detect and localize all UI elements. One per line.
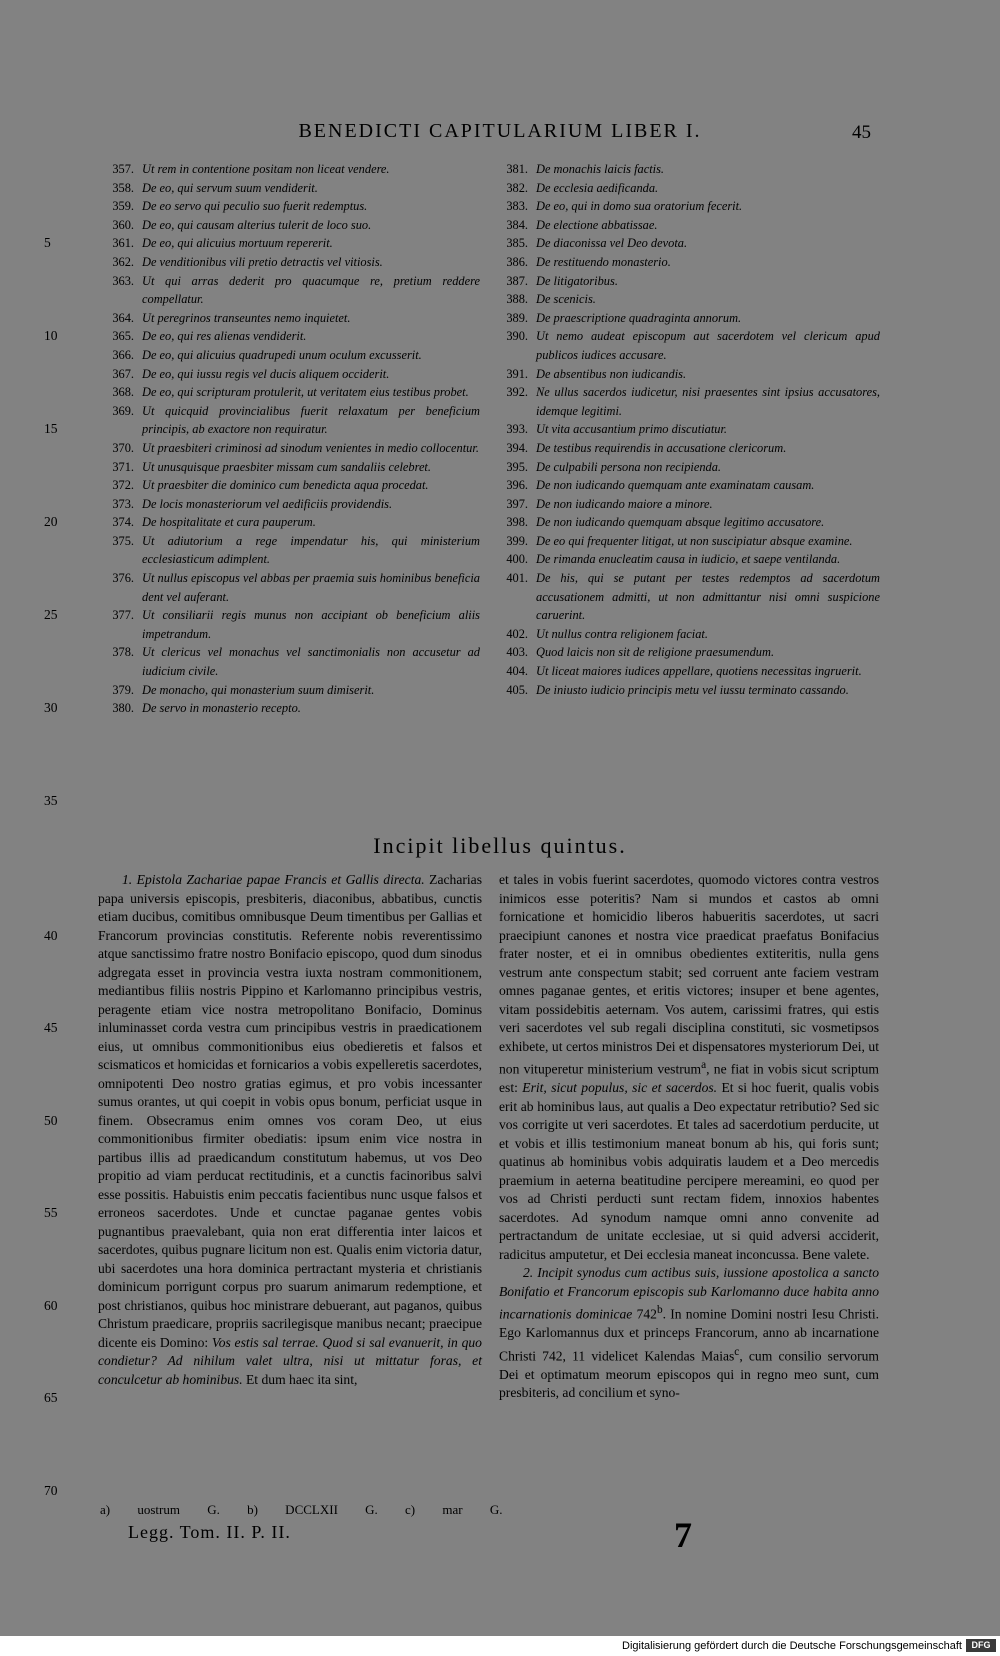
toc-entry — [492, 625, 880, 644]
toc-entry — [98, 495, 480, 514]
section-heading: Incipit libellus quintus. — [373, 833, 627, 858]
toc-entry — [492, 216, 880, 235]
toc-entry — [98, 179, 480, 198]
toc-entry — [98, 197, 480, 216]
toc-entry-title: Ut peregrinos transeuntes nemo inquietet. — [142, 310, 351, 325]
chapter-1-tail: Et dum haec ita sint, — [242, 1371, 358, 1387]
toc-entry-title: Ut liceat maiores iudices appellare, quotiens necessitas ingruerit. — [536, 664, 862, 679]
digitization-credit: Digitalisierung gefördert durch die Deutsche Forschungsgemeinschaft — [622, 1640, 962, 1652]
toc-entry-title: De scenicis. — [536, 292, 596, 307]
toc-entry-number: 389. — [506, 310, 528, 325]
toc-entry — [492, 495, 880, 514]
toc-entry-number: 364. — [112, 310, 134, 325]
toc-entry-number: 398. — [506, 515, 528, 530]
toc-entry — [492, 272, 880, 291]
toc-entry-number: 367. — [112, 366, 134, 381]
toc-entry — [492, 290, 880, 309]
chapter-1-continuation — [499, 871, 879, 1264]
toc-entry — [492, 569, 880, 625]
toc-entry-number: 383. — [506, 199, 528, 214]
toc-entry-title: De testibus requirendis in accusatione clericorum. — [536, 440, 787, 455]
toc-entry — [492, 476, 880, 495]
toc-entry — [98, 699, 480, 718]
toc-entry — [98, 365, 480, 384]
margin-line-number: 30 — [44, 700, 58, 716]
toc-entry-number: 377. — [112, 608, 134, 623]
toc-entry-title: De eo servo qui peculio suo fuerit redemptus. — [142, 199, 368, 214]
chapter-1-text: Zacharias papa universis episcopis, presbiteris, diaconibus, abbatibus, cunctis etiam ducibus, comitibus omnibusque Deum timentibus per Gallias et Francorum provincias constitutis. Referente nobis reverentissimo atque sanctissimo fratre nostro Bonifacio episcopo, quod dum sinodus adgregata esset in provincia vestra iuxta nostram commonitionem, mediantibus filiis nostris Pippino et Karlomanno principibus vestris, peragente etiam vice nostra metropolitano Bonifacio, Dominus inluminasset corda vestra cum principibus vestris in praedicationem eius, ut omnibus commonitionibus eius obedieretis et falsos et scismaticos et homicidas et fornicarios a vobis expelleretis sacerdotes, omnipotenti Deo nostro gratias egimus, et pro vobis incessanter sumus orantes, ut qui coepit in vobis opus bonum, perficiat usque in finem. Obsecramus enim omnes vos coram Deo, ut eius commonitionibus firmiter obediatis: ipsum enim vice nostra in partibus illis ad praedicandum constitutum habemus, ut vos Deo propitio ad viam perducat rectitudinis, et a cunctis facinoribus salvi esse possitis. Habuistis enim peccatis facientibus nunc usque falsos et erroneos sacerdotes. Unde et cunctae paganae gentes vobis pugnantibus praevalebant, quia non erat differentia inter laicos et sacerdotes, quibus pugnare licitum non est. Qualis enim victoria datur, ubi sacerdotes una hora dominica pertractant mysteria et christianis dominicum porrigunt corpus pro suarum animarum redemptione, et post christianos, quibus hoc ministrare debuerant, aut paganos, quibus Christum praedicare, propriis sacrilegisque manibus necant; praecipue dicente eis Domino: — [98, 872, 482, 1350]
toc-entry — [98, 569, 480, 606]
margin-line-number: 10 — [44, 328, 58, 344]
toc-entry-number: 404. — [506, 664, 528, 679]
toc-entry-title: De eo, qui scripturam protulerit, ut veritatem eius testibus probet. — [142, 385, 469, 400]
toc-entry-title: Ut unusquisque praesbiter missam cum sandaliis celebret. — [142, 459, 431, 474]
toc-entry-title: De locis monasteriorum vel aedificiis providendis. — [142, 496, 393, 511]
toc-entry-number: 394. — [506, 440, 528, 455]
toc-entry-title: Ut consiliarii regis munus non accipiant ob beneficium aliis impetrandum. — [142, 608, 480, 641]
signature-line: Legg. Tom. II. P. II. — [128, 1522, 291, 1542]
toc-entry — [98, 272, 480, 309]
toc-entry-number: 397. — [506, 496, 528, 511]
toc-entry — [492, 532, 880, 551]
toc-entry — [492, 458, 880, 477]
toc-entry-title: De non iudicando maiore a minore. — [536, 496, 713, 511]
toc-entry-number: 400. — [506, 552, 528, 567]
toc-entry — [98, 476, 480, 495]
toc-entry-title: De eo, qui servum suum vendiderit. — [142, 180, 318, 195]
toc-entry-title: De praescriptione quadraginta annorum. — [536, 310, 742, 325]
toc-entry-number: 371. — [112, 459, 134, 474]
toc-entry-number: 387. — [506, 273, 528, 288]
toc-entry-title: De eo qui frequenter litigat, ut non suscipiatur absque examine. — [536, 533, 853, 548]
toc-entry — [492, 383, 880, 420]
toc-entry-number: 393. — [506, 422, 528, 437]
toc-entry-title: De hospitalitate et cura pauperum. — [142, 515, 316, 530]
page-number: 45 — [852, 122, 871, 143]
toc-entry-number: 378. — [112, 645, 134, 660]
toc-entry-number: 365. — [112, 329, 134, 344]
footnote-ref-c: c — [734, 1345, 740, 1358]
toc-entry — [492, 365, 880, 384]
toc-entry — [98, 439, 480, 458]
chapter-1-cont-text3: Et si hoc fuerit, qualis vobis erit ab hominibus laus, aut qualis a Deo expectatur retributio? Sed sic vos corrigite ut veri sacerdotes. Et tales ad sacerdotium perducite, ut et vobis et illis testimonium maneat bonum ab his, qui foris sunt; quatinus ab hominibus vobis adquiratis laudem et a Deo mercedis praemium in aeterna beatitudine percipere mereamini, eo quod per vos ad Christi perducti sunt rectam fidem, innoxios habentes sacerdotes. Ad synodum namque omni anno convenite ad pertractandum de unitate ecclesiae, ut si quid adversi acciderit, radicitus amputetur, et Dei ecclesia maneat inconcussa. Bene valete. — [499, 1080, 880, 1262]
toc-entry — [98, 309, 480, 328]
toc-entry — [492, 513, 880, 532]
margin-line-number: 55 — [44, 1205, 58, 1220]
running-head: BENEDICTI CAPITULARIUM LIBER I. — [298, 120, 702, 142]
chapter-1-heading: 1. Epistola Zachariae papae Francis et Gallis directa. — [122, 872, 425, 887]
toc-entry-title: De litigatoribus. — [536, 273, 618, 288]
margin-line-number: 65 — [44, 1390, 58, 1405]
toc-entry — [492, 662, 880, 681]
toc-entry — [492, 439, 880, 458]
toc-entry-number: 370. — [112, 440, 134, 455]
toc-entry-number: 399. — [506, 533, 528, 548]
toc-entry-number: 360. — [112, 217, 134, 232]
toc-entry-number: 395. — [506, 459, 528, 474]
toc-entry-title: Ut qui arras dederit pro quacumque re, pretium reddere compellatur. — [142, 273, 480, 307]
toc-entry-number: 363. — [112, 273, 134, 288]
toc-entry-number: 368. — [112, 385, 134, 400]
margin-line-number: 70 — [44, 1482, 58, 1498]
chapter-2-text2: , cum consilio servorum Dei et optimatum meorum episcopos qui in regno meo sunt, cum presbiteris, ad concilium et syno- — [499, 1348, 879, 1401]
toc-entry-title: Ut nemo audeat episcopum aut sacerdotem vel clericum apud publicos iudices accusare. — [536, 329, 880, 362]
margin-line-number: 40 — [44, 927, 58, 943]
toc-entry — [492, 253, 880, 272]
chapter-2-paragraph — [499, 1264, 879, 1403]
sheet-mark: 7 — [674, 1515, 692, 1555]
toc-entry-title: De monachis laicis factis. — [536, 162, 665, 176]
toc-entry-title: De eo, qui iussu regis vel ducis aliquem occiderit. — [142, 366, 390, 381]
toc-entry-number: 358. — [112, 180, 134, 195]
toc-entry — [98, 234, 480, 253]
toc-entry — [492, 197, 880, 216]
chapter-1-cont-quote: Erit, sicut populus, sic et sacerdos. — [522, 1080, 718, 1096]
chapter-1-paragraph — [98, 871, 482, 1389]
toc-entry — [98, 513, 480, 532]
toc-entry-number: 405. — [506, 682, 528, 697]
toc-entry-title: Ut praesbiter die dominico cum benedicta aqua procedat. — [142, 478, 429, 493]
chapter-1-cont-text: et tales in vobis fuerint sacerdotes, quomodo victores contra vestros inimicos esse poteritis? Nam si mundos et castos ab omni fornicatione et homicidio liberos habueritis sacerdotes, ut sacri praecipiunt canones et nostra vice praedicat praefatus Bonifacius frater noster, et ei in omnibus obedientes extiteritis, nulla gens vestrum ante conspectum stabit; sed corruent ante faciem vestram omnes paganae gentes, et eritis victores; insuper et bene agentes, vitam possidebitis aeternam. Vos autem, carissimi fratres, qui estis veri sacerdotes vel sub regali disciplina constituti, sic vosmetipsos exhibete, ut certos ministros Dei et dispensatores mysteriorum Dei, ut non vituperetur ministerium vestrum — [499, 872, 879, 1077]
toc-entry-title: De electione abbatissae. — [536, 217, 658, 232]
toc-entry-number: 379. — [112, 682, 134, 697]
toc-entry-number: 396. — [506, 478, 528, 493]
chapter-1-quote: Vos estis sal terrae. Quod si sal evanuerit, in quo condietur? Ad nihilum valet ultra, nisi ut mittatur foras, et conculcetur ab hominibus. — [98, 1334, 482, 1387]
toc-entry-title: De absentibus non iudicandis. — [536, 366, 687, 381]
toc-entry-title: Ut rem in contentione positam non liceat vendere. — [142, 162, 390, 176]
toc-entry-number: 374. — [112, 515, 134, 530]
toc-entry-title: De non iudicando quemquam ante examinatam causam. — [536, 478, 815, 493]
toc-entry — [492, 681, 880, 700]
toc-entry-number: 361. — [112, 236, 134, 251]
toc-entry-number: 402. — [506, 626, 528, 641]
toc-entry — [98, 606, 480, 643]
toc-entry-title: De diaconissa vel Deo devota. — [536, 236, 688, 251]
margin-line-number: 35 — [44, 793, 58, 809]
toc-entry-number: 359. — [112, 199, 134, 214]
toc-entry-title: De venditionibus vili pretio detractis vel vitiosis. — [142, 254, 383, 269]
toc-left-column — [98, 160, 480, 718]
margin-line-number: 45 — [44, 1020, 58, 1035]
footnote-ref-a: a — [701, 1059, 707, 1071]
toc-entry-number: 380. — [112, 701, 134, 716]
toc-entry-number: 375. — [112, 533, 134, 548]
toc-entry-number: 403. — [506, 645, 528, 660]
toc-entry — [98, 458, 480, 477]
toc-entry — [98, 402, 480, 439]
digitization-credit-strip — [0, 1636, 1000, 1656]
toc-entry — [98, 327, 480, 346]
toc-entry-title: De iniusto iudicio principis metu vel iussu terminato cassando. — [536, 682, 849, 697]
toc-entry-number: 382. — [506, 180, 528, 195]
toc-entry — [492, 550, 880, 569]
chapter-2-heading: 2. Incipit synodus cum actibus suis, iussione apostolica a sancto Bonifatio et Francorum episcopis sub Karlomanno duce habita anno incarnationis dominicae — [499, 1265, 879, 1322]
toc-entry — [98, 346, 480, 365]
footnote-ref-b: b — [656, 1304, 663, 1317]
dfg-logo-icon: DFG — [966, 1639, 996, 1652]
toc-entry-number: 366. — [112, 347, 134, 362]
toc-entry-title: De eo, qui alicuius quadrupedi unum oculum excusserit. — [142, 347, 422, 362]
toc-entry-number: 381. — [506, 162, 528, 176]
margin-line-number: 5 — [44, 235, 51, 251]
toc-entry — [98, 253, 480, 272]
toc-entry — [98, 643, 480, 680]
toc-entry-number: 385. — [506, 236, 528, 251]
toc-entry-title: Ut vita accusantium primo discutiatur. — [536, 422, 728, 437]
toc-entry — [492, 643, 880, 662]
toc-entry-number: 401. — [506, 571, 528, 586]
chapter-2-text: . In nomine Domini nostri Iesu Christi. Ego Karlomannus dux et princeps Francorum, anno ab incarnatione Christi 742, 11 videlicet Kalendas Maias — [499, 1306, 879, 1364]
margin-line-number: 50 — [44, 1112, 58, 1128]
body-right-column — [499, 871, 879, 1403]
toc-entry — [98, 681, 480, 700]
toc-entry — [98, 216, 480, 235]
toc-right-column — [492, 160, 880, 699]
toc-entry-title: Ut nullus contra religionem faciat. — [536, 626, 708, 641]
toc-entry-number: 369. — [112, 403, 134, 418]
toc-entry-title: De servo in monasterio recepto. — [142, 701, 301, 716]
toc-entry-number: 392. — [506, 385, 528, 400]
toc-entry — [492, 179, 880, 198]
toc-entry-number: 372. — [112, 478, 134, 493]
toc-entry-number: 390. — [506, 329, 528, 344]
toc-entry-title: Ut praesbiteri criminosi ad sinodum venientes in medio collocentur. — [142, 440, 479, 455]
toc-entry-title: De culpabili persona non recipienda. — [536, 459, 722, 474]
toc-entry-number: 386. — [506, 254, 528, 269]
margin-line-number: 20 — [44, 514, 58, 530]
toc-entry-title: Ut adiutorium a rege impendatur his, qui ministerium ecclesiasticum adimplent. — [142, 533, 480, 567]
toc-entry-title: Ut nullus episcopus vel abbas per praemia suis hominibus beneficia dent vel auferant. — [142, 571, 480, 604]
toc-entry-title: De restituendo monasterio. — [536, 254, 671, 269]
toc-entry — [98, 532, 480, 569]
toc-entry-title: De non iudicando quemquam absque legitimo accusatore. — [536, 515, 825, 530]
toc-entry — [98, 160, 480, 179]
toc-entry — [492, 327, 880, 364]
toc-entry-number: 391. — [506, 366, 528, 381]
toc-entry-title: Ut clericus vel monachus vel sanctimonialis non accusetur ad iudicium civile. — [142, 645, 480, 679]
toc-entry-title: De ecclesia aedificanda. — [536, 180, 659, 195]
toc-entry-title: De his, qui se putant per testes redemptos ad sacerdotum accusationem admitti, ut non admittantur nisi omni suspicione caruerint. — [536, 571, 880, 623]
toc-entry-title: De eo, qui causam alterius tulerit de loco suo. — [142, 217, 372, 232]
toc-entry-number: 357. — [112, 162, 134, 176]
toc-entry-number: 376. — [112, 571, 134, 586]
toc-entry-title: Ne ullus sacerdos iudicetur, nisi praesentes sint ipsius accusatores, idemque legitimi. — [536, 385, 880, 418]
toc-entry-title: Quod laicis non sit de religione praesumendum. — [536, 645, 775, 660]
body-left-column — [98, 871, 482, 1389]
toc-entry-title: De eo, qui in domo sua oratorium fecerit. — [536, 199, 743, 214]
toc-entry-title: De eo, qui res alienas vendiderit. — [142, 329, 307, 344]
toc-entry-number: 373. — [112, 496, 134, 511]
chapter-1-cont-text2: , ne fiat in vobis sicut scriptum est: — [499, 1061, 880, 1096]
toc-entry-title: De eo, qui alicuius mortuum repererit. — [142, 236, 333, 251]
toc-entry — [492, 160, 880, 179]
footnotes: a) uostrum G. b) DCCLXII G. c) mar G. — [100, 1502, 503, 1517]
margin-line-number: 15 — [44, 421, 58, 437]
chapter-2-year: 742 — [632, 1306, 657, 1322]
toc-entry — [98, 383, 480, 402]
toc-entry — [492, 309, 880, 328]
toc-entry-title: De monacho, qui monasterium suum dimiserit. — [142, 682, 375, 697]
toc-entry — [492, 234, 880, 253]
margin-line-number: 25 — [44, 607, 58, 623]
toc-entry-number: 388. — [506, 292, 528, 307]
toc-entry-title: Ut quicquid provincialibus fuerit relaxatum per beneficium principis, ab exactore non requiratur. — [142, 403, 480, 437]
toc-entry-number: 362. — [112, 254, 134, 269]
toc-entry — [492, 420, 880, 439]
toc-entry-number: 384. — [506, 217, 528, 232]
margin-line-number: 60 — [44, 1297, 58, 1313]
toc-entry-title: De rimanda enucleatim causa in iudicio, et saepe ventilanda. — [536, 552, 841, 567]
